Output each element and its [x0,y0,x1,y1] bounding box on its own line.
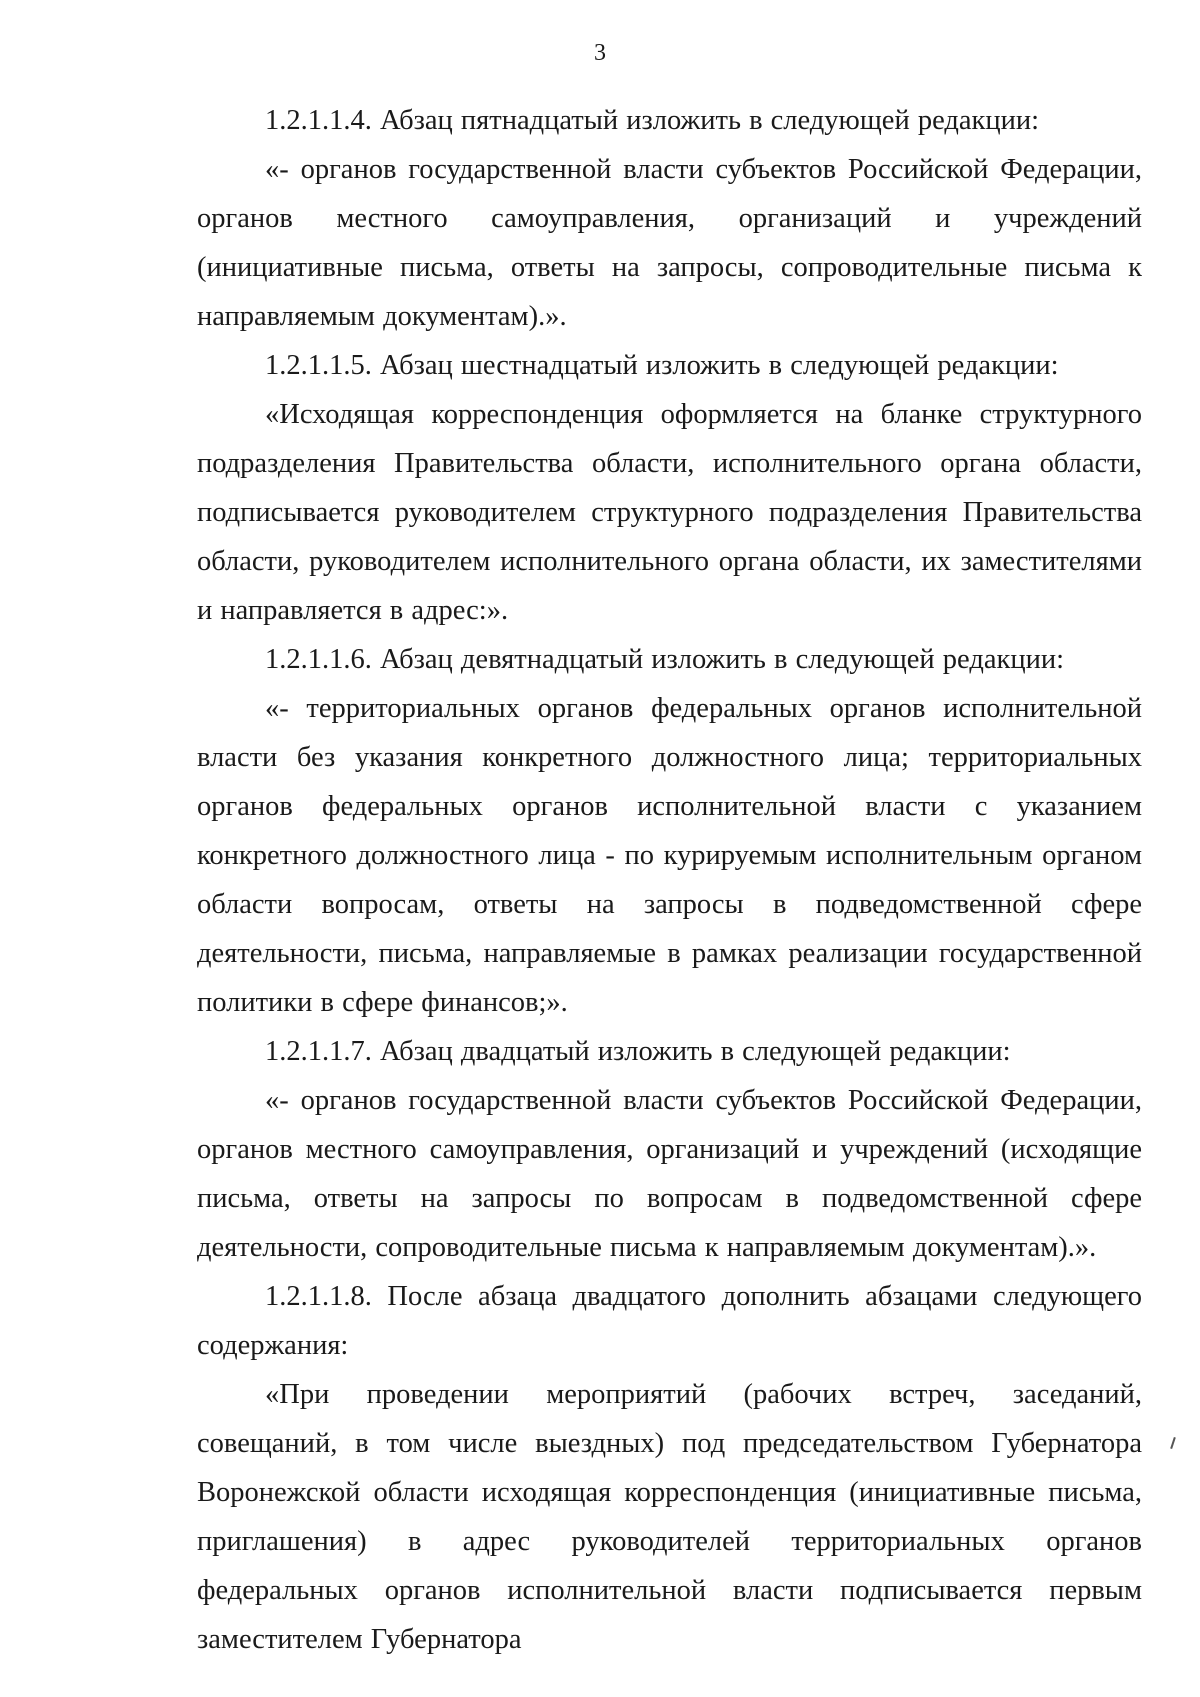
scan-artifact-mark [1170,1437,1176,1449]
paragraph-quote-new-paragraphs: «При проведении мероприятий (рабочих встреч, заседаний, совещаний, в том числе выездных) под председательством Губернатора Воронежской области исходящая корреспонденция (инициативные письма, приглашения) в адрес руководителей территориальных органов федеральных органов исполнительной власти подписывается первым заместителем Губернатора [197,1379,1142,1655]
paragraph-heading-1-2-1-1-8: 1.2.1.1.8. После абзаца двадцатого дополнить абзацами следующего содержания: [197,1281,1142,1361]
paragraph-heading-1-2-1-1-7: 1.2.1.1.7. Абзац двадцатый изложить в следующей редакции: [265,1036,1011,1067]
paragraph-heading-1-2-1-1-5: 1.2.1.1.5. Абзац шестнадцатый изложить в следующей редакции: [265,350,1059,381]
paragraph-quote-paragraph-20: «- органов государственной власти субъектов Российской Федерации, органов местного самоуправления, организаций и учреждений (исходящие письма, ответы на запросы по вопросам в подведомственной сфере деятельности, сопроводительные письма к направляемым документам).». [197,1085,1142,1263]
page-number: 3 [594,40,606,66]
paragraph-quote-paragraph-16: «Исходящая корреспонденция оформляется на бланке структурного подразделения Правительства области, исполнительного органа области, подписывается руководителем структурного подразделения Правительства области, руководителем исполнительного органа области, их заместителями и направляется в адрес:». [197,399,1142,626]
document-body [197,96,1142,1664]
paragraph-heading-1-2-1-1-4: 1.2.1.1.4. Абзац пятнадцатый изложить в следующей редакции: [265,105,1040,136]
paragraph-quote-paragraph-15: «- органов государственной власти субъектов Российской Федерации, органов местного самоуправления, организаций и учреждений (инициативные письма, ответы на запросы, сопроводительные письма к направляемым документам).». [197,154,1142,332]
paragraph-quote-paragraph-19: «- территориальных органов федеральных органов исполнительной власти без указания конкретного должностного лица; территориальных органов федеральных органов исполнительной власти с указанием конкретного должностного лица - по курируемым исполнительным органом области вопросам, ответы на запросы в подведомственной сфере деятельности, письма, направляемые в рамках реализации государственной политики в сфере финансов;». [197,693,1142,1018]
paragraph-heading-1-2-1-1-6: 1.2.1.1.6. Абзац девятнадцатый изложить в следующей редакции: [265,644,1064,675]
